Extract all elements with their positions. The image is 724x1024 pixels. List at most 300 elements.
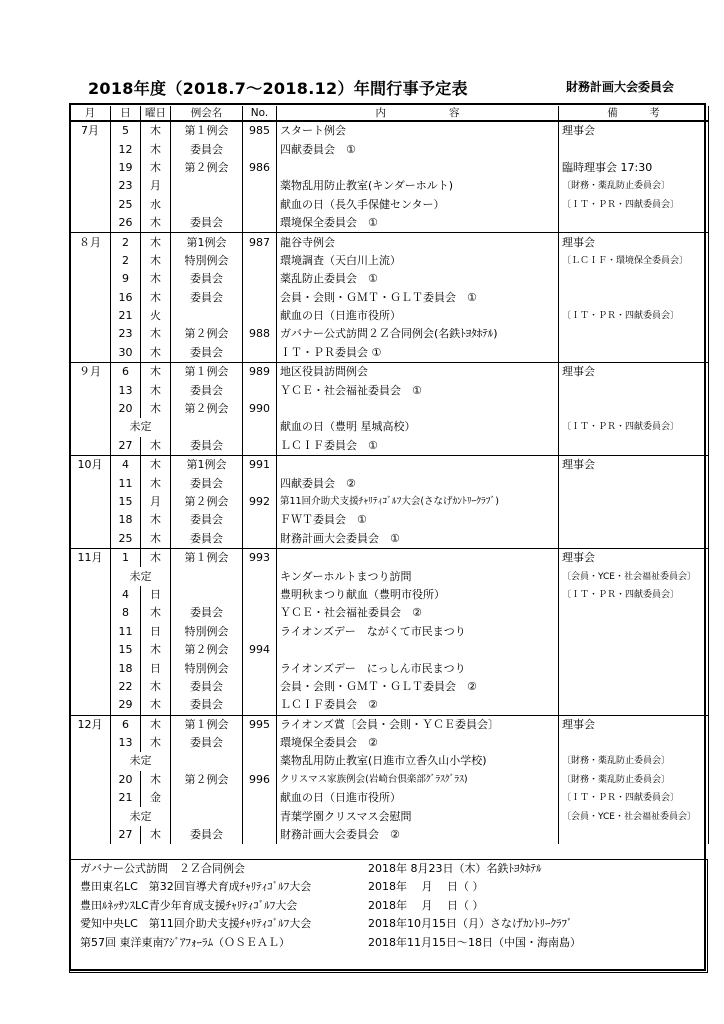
day-cell: 4: [111, 586, 141, 604]
month-cell: [70, 400, 111, 418]
month-cell: [70, 567, 111, 585]
no-cell: [243, 437, 277, 456]
weekday-cell: 木: [141, 270, 171, 288]
table-row: [70, 604, 709, 622]
day-cell: 18: [111, 511, 141, 529]
footer-event: ガバナー公式訪問 ２Ｚ合同例会: [80, 862, 245, 875]
note-cell: [559, 270, 709, 288]
note-cell: 理事会: [559, 233, 709, 252]
table-row: [70, 641, 709, 659]
no-cell: 986: [243, 159, 277, 177]
weekday-cell: 木: [141, 678, 171, 696]
table-row: [70, 400, 709, 418]
note-cell: [559, 826, 709, 844]
content-cell: 会員・会則・ＧＭＴ・ＧＬＴ委員会 ②: [277, 678, 559, 696]
day-cell: 20: [111, 771, 141, 789]
month-cell: ９月: [70, 363, 111, 382]
note-cell: 理事会: [559, 548, 709, 567]
col-note: 備 考: [559, 106, 709, 121]
meeting-cell: 第１例会: [171, 363, 243, 382]
table-row: [70, 493, 709, 511]
content-cell: クリスマス家族例会(岩崎台倶楽部ｸﾞﾗｽｸﾞﾗｽ): [277, 771, 559, 789]
table-row: [70, 807, 709, 825]
day-cell: 13: [111, 734, 141, 752]
table-row: [70, 586, 709, 604]
table-row: [70, 214, 709, 233]
month-cell: [70, 252, 111, 270]
table-row: [70, 474, 709, 492]
note-cell: 理事会: [559, 363, 709, 382]
content-cell: [277, 400, 559, 418]
day-cell: 21: [111, 789, 141, 807]
no-cell: 990: [243, 400, 277, 418]
meeting-cell: 第１例会: [171, 715, 243, 734]
content-cell: 薬物乱用防止教室(キンダーホルト): [277, 177, 559, 195]
month-cell: [70, 771, 111, 789]
day-cell: 21: [111, 307, 141, 325]
footer-event: 豊田ﾙﾈｯｻﾝｽLC青少年育成支援ﾁｬﾘﾃｨｺﾞﾙﾌ大会: [80, 898, 298, 912]
weekday-cell: 月: [141, 493, 171, 511]
table-row: [70, 177, 709, 195]
month-cell: [70, 325, 111, 343]
month-cell: [70, 270, 111, 288]
meeting-cell: 第1例会: [171, 456, 243, 475]
no-cell: [243, 418, 277, 436]
note-cell: 〔会員・YCE・社会福祉委員会〕: [559, 807, 709, 825]
note-cell: [559, 511, 709, 529]
weekday-cell: 水: [141, 196, 171, 214]
month-cell: 7月: [70, 121, 111, 140]
content-cell: [277, 548, 559, 567]
table-row: [70, 307, 709, 325]
table-row: [70, 381, 709, 399]
no-cell: [243, 381, 277, 399]
day-cell: 未定: [111, 752, 171, 770]
content-cell: [277, 456, 559, 475]
footer-events: [69, 859, 708, 973]
note-cell: [559, 623, 709, 641]
month-cell: [70, 140, 111, 158]
meeting-cell: 委員会: [171, 734, 243, 752]
footer-date: 2018年 月 日（ ）: [368, 898, 484, 912]
meeting-cell: [171, 752, 243, 770]
content-cell: 地区役員訪問例会: [277, 363, 559, 382]
content-cell: 薬乱防止委員会 ①: [277, 270, 559, 288]
month-cell: [70, 807, 111, 825]
day-cell: 19: [111, 159, 141, 177]
no-cell: [243, 789, 277, 807]
month-cell: [70, 344, 111, 363]
content-cell: 薬物乱用防止教室(日進市立香久山小学校): [277, 752, 559, 770]
meeting-cell: [171, 586, 243, 604]
footer-row: [70, 860, 707, 878]
no-cell: [243, 807, 277, 825]
weekday-cell: 木: [141, 771, 171, 789]
day-cell: 11: [111, 474, 141, 492]
content-cell: ＬＣＩＦ委員会 ①: [277, 437, 559, 456]
weekday-cell: 木: [141, 381, 171, 399]
meeting-cell: 第１例会: [171, 121, 243, 140]
month-cell: [70, 493, 111, 511]
footer-event: 愛知中央LC 第11回介助犬支援ﾁｬﾘﾃｨｺﾞﾙﾌ大会: [80, 917, 312, 931]
day-cell: 29: [111, 696, 141, 715]
footer-date: 2018年 月 日（ ）: [368, 880, 484, 894]
content-cell: 財務計画大会委員会 ①: [277, 530, 559, 549]
note-cell: 〔ＩＴ・ＰＲ・四献委員会〕: [559, 418, 709, 436]
meeting-cell: 特別例会: [171, 623, 243, 641]
note-cell: [559, 344, 709, 363]
table-row: [70, 826, 709, 844]
table-row: [70, 344, 709, 363]
no-cell: 996: [243, 771, 277, 789]
month-cell: [70, 177, 111, 195]
no-cell: [243, 604, 277, 622]
meeting-cell: [171, 807, 243, 825]
meeting-cell: [171, 789, 243, 807]
content-cell: ガバナー公式訪問２Ｚ合同例会(名鉄ﾄﾖﾀﾎﾃﾙ): [277, 325, 559, 343]
no-cell: 994: [243, 641, 277, 659]
month-cell: [70, 289, 111, 307]
schedule-table: [69, 106, 709, 844]
footer-date: 2018年10月15日（月）さなげｶﾝﾄﾘｰｸﾗﾌﾞ: [368, 917, 573, 931]
table-row: [70, 696, 709, 715]
meeting-cell: 第１例会: [171, 548, 243, 567]
content-cell: ＦＷＴ委員会 ①: [277, 511, 559, 529]
day-cell: 20: [111, 400, 141, 418]
table-row: [70, 418, 709, 436]
content-cell: [277, 641, 559, 659]
footer-row: [70, 897, 707, 915]
day-cell: 2: [111, 233, 141, 252]
meeting-cell: 第２例会: [171, 400, 243, 418]
footer-event: 豊田東名LC 第32回盲導犬育成ﾁｬﾘﾃｨｺﾞﾙﾌ大会: [80, 880, 312, 894]
weekday-cell: 木: [141, 121, 171, 140]
footer-event: 第57回 東洋東南ｱｼﾞｱﾌｫｰﾗﾑ（ＯＳＥＡＬ）: [80, 935, 290, 949]
weekday-cell: 火: [141, 307, 171, 325]
day-cell: 2: [111, 252, 141, 270]
note-cell: [559, 400, 709, 418]
day-cell: 30: [111, 344, 141, 363]
table-row: [70, 567, 709, 585]
weekday-cell: 日: [141, 623, 171, 641]
table-row: [70, 623, 709, 641]
day-cell: 4: [111, 456, 141, 475]
weekday-cell: 木: [141, 437, 171, 456]
content-cell: [277, 159, 559, 177]
note-cell: [559, 140, 709, 158]
meeting-cell: [171, 196, 243, 214]
content-cell: 龍谷寺例会: [277, 233, 559, 252]
day-cell: 25: [111, 530, 141, 549]
committee-name: 財務計画大会委員会: [566, 80, 675, 94]
month-cell: [70, 381, 111, 399]
content-cell: 四献委員会 ①: [277, 140, 559, 158]
no-cell: 991: [243, 456, 277, 475]
content-cell: 献血の日（長久手保健センター）: [277, 196, 559, 214]
note-cell: [559, 325, 709, 343]
weekday-cell: 木: [141, 511, 171, 529]
no-cell: [243, 752, 277, 770]
content-cell: ＹＣＥ・社会福祉委員会 ②: [277, 604, 559, 622]
no-cell: [243, 344, 277, 363]
meeting-cell: 委員会: [171, 289, 243, 307]
note-cell: [559, 530, 709, 549]
note-cell: [559, 604, 709, 622]
no-cell: [243, 252, 277, 270]
day-cell: 5: [111, 121, 141, 140]
col-month: 月: [70, 106, 111, 121]
weekday-cell: 木: [141, 715, 171, 734]
table-row: [70, 659, 709, 677]
meeting-cell: 委員会: [171, 678, 243, 696]
weekday-cell: 木: [141, 474, 171, 492]
weekday-cell: 木: [141, 400, 171, 418]
table-row: [70, 678, 709, 696]
content-cell: ライオンズデー ながくて市民まつり: [277, 623, 559, 641]
table-row: [70, 771, 709, 789]
content-cell: 第11回介助犬支援ﾁｬﾘﾃｨｺﾞﾙﾌ大会(さなげｶﾝﾄﾘｰｸﾗﾌﾞ): [277, 493, 559, 511]
month-cell: [70, 678, 111, 696]
weekday-cell: 木: [141, 826, 171, 844]
content-cell: キンダーホルトまつり訪問: [277, 567, 559, 585]
table-row: [70, 437, 709, 456]
table-row: [70, 734, 709, 752]
note-cell: 〔ＬＣＩＦ・環境保全委員会〕: [559, 252, 709, 270]
weekday-cell: 月: [141, 177, 171, 195]
no-cell: [243, 659, 277, 677]
meeting-cell: 委員会: [171, 344, 243, 363]
meeting-cell: 第２例会: [171, 771, 243, 789]
content-cell: 献血の日（日進市役所）: [277, 307, 559, 325]
no-cell: [243, 511, 277, 529]
note-cell: [559, 734, 709, 752]
no-cell: 993: [243, 548, 277, 567]
weekday-cell: 木: [141, 233, 171, 252]
day-cell: 6: [111, 715, 141, 734]
month-cell: 10月: [70, 456, 111, 475]
footer-row: [70, 934, 707, 952]
month-cell: [70, 604, 111, 622]
weekday-cell: 木: [141, 530, 171, 549]
no-cell: [243, 196, 277, 214]
note-cell: 〔ＩＴ・ＰＲ・四献委員会〕: [559, 196, 709, 214]
meeting-cell: 委員会: [171, 696, 243, 715]
col-no: No.: [243, 106, 277, 121]
day-cell: 9: [111, 270, 141, 288]
content-cell: ＬＣＩＦ委員会 ②: [277, 696, 559, 715]
note-cell: [559, 696, 709, 715]
day-cell: 16: [111, 289, 141, 307]
no-cell: 989: [243, 363, 277, 382]
day-cell: 22: [111, 678, 141, 696]
month-cell: ８月: [70, 233, 111, 252]
month-cell: 11月: [70, 548, 111, 567]
month-cell: [70, 307, 111, 325]
table-row: [70, 196, 709, 214]
footer-row: [70, 878, 707, 896]
weekday-cell: 木: [141, 734, 171, 752]
no-cell: 992: [243, 493, 277, 511]
content-cell: 財務計画大会委員会 ②: [277, 826, 559, 844]
no-cell: [243, 177, 277, 195]
note-cell: [559, 493, 709, 511]
no-cell: [243, 696, 277, 715]
no-cell: [243, 289, 277, 307]
table-row: [70, 289, 709, 307]
day-cell: 23: [111, 177, 141, 195]
note-cell: [559, 381, 709, 399]
table-row: [70, 752, 709, 770]
weekday-cell: 日: [141, 586, 171, 604]
note-cell: 〔ＩＴ・ＰＲ・四献委員会〕: [559, 307, 709, 325]
meeting-cell: 第２例会: [171, 159, 243, 177]
no-cell: [243, 530, 277, 549]
no-cell: [243, 474, 277, 492]
content-cell: 環境保全委員会 ②: [277, 734, 559, 752]
content-cell: 豊明秋まつり献血（豊明市役所）: [277, 586, 559, 604]
month-cell: [70, 586, 111, 604]
note-cell: [559, 474, 709, 492]
table-row: [70, 159, 709, 177]
no-cell: [243, 586, 277, 604]
table-row: [70, 456, 709, 475]
table-row: [70, 233, 709, 252]
table-header-row: [70, 106, 709, 121]
note-cell: [559, 289, 709, 307]
content-cell: 四献委員会 ②: [277, 474, 559, 492]
day-cell: 未定: [111, 567, 171, 585]
col-meeting: 例会名: [171, 106, 243, 121]
weekday-cell: 日: [141, 659, 171, 677]
meeting-cell: 第２例会: [171, 641, 243, 659]
meeting-cell: [171, 567, 243, 585]
month-cell: [70, 214, 111, 233]
no-cell: [243, 678, 277, 696]
meeting-cell: 委員会: [171, 474, 243, 492]
no-cell: 987: [243, 233, 277, 252]
col-content: 内 容: [277, 106, 559, 121]
note-cell: 〔会員・YCE・社会福祉委員会〕: [559, 567, 709, 585]
table-row: [70, 270, 709, 288]
table-row: [70, 121, 709, 140]
content-cell: 献血の日（豊明 星城高校）: [277, 418, 559, 436]
meeting-cell: [171, 177, 243, 195]
col-day: 日: [111, 106, 141, 121]
weekday-cell: 木: [141, 140, 171, 158]
table-row: [70, 252, 709, 270]
month-cell: [70, 696, 111, 715]
meeting-cell: 委員会: [171, 826, 243, 844]
no-cell: [243, 826, 277, 844]
month-cell: [70, 437, 111, 456]
table-row: [70, 140, 709, 158]
month-cell: [70, 159, 111, 177]
no-cell: [243, 623, 277, 641]
month-cell: [70, 659, 111, 677]
content-cell: ライオンズデー にっしん市民まつり: [277, 659, 559, 677]
no-cell: 988: [243, 325, 277, 343]
note-cell: 〔財務・薬乱防止委員会〕: [559, 752, 709, 770]
content-cell: 環境調査（天白川上流）: [277, 252, 559, 270]
table-row: [70, 548, 709, 567]
month-cell: [70, 511, 111, 529]
weekday-cell: 金: [141, 789, 171, 807]
table-row: [70, 789, 709, 807]
weekday-cell: 木: [141, 548, 171, 567]
day-cell: 27: [111, 826, 141, 844]
note-cell: 理事会: [559, 456, 709, 475]
meeting-cell: [171, 418, 243, 436]
weekday-cell: 木: [141, 363, 171, 382]
no-cell: [243, 734, 277, 752]
col-weekday: 曜日: [141, 106, 171, 121]
meeting-cell: 第２例会: [171, 325, 243, 343]
weekday-cell: 木: [141, 252, 171, 270]
content-cell: ＩＴ・ＰＲ委員会 ①: [277, 344, 559, 363]
table-row: [70, 511, 709, 529]
month-cell: [70, 474, 111, 492]
meeting-cell: 特別例会: [171, 252, 243, 270]
weekday-cell: 木: [141, 159, 171, 177]
weekday-cell: 木: [141, 214, 171, 233]
note-cell: [559, 437, 709, 456]
day-cell: 26: [111, 214, 141, 233]
meeting-cell: 委員会: [171, 140, 243, 158]
note-cell: 〔ＩＴ・ＰＲ・四献委員会〕: [559, 586, 709, 604]
month-cell: [70, 734, 111, 752]
meeting-cell: 委員会: [171, 381, 243, 399]
day-cell: 27: [111, 437, 141, 456]
meeting-cell: 委員会: [171, 214, 243, 233]
note-cell: 〔財務・薬乱防止委員会〕: [559, 177, 709, 195]
weekday-cell: 木: [141, 325, 171, 343]
day-cell: 1: [111, 548, 141, 567]
meeting-cell: 第２例会: [171, 493, 243, 511]
day-cell: 13: [111, 381, 141, 399]
footer-date: 2018年11月15日～18日（中国・海南島）: [368, 935, 581, 949]
day-cell: 25: [111, 196, 141, 214]
month-cell: [70, 641, 111, 659]
month-cell: [70, 789, 111, 807]
table-row: [70, 363, 709, 382]
content-cell: 会員・会則・ＧＭＴ・ＧＬＴ委員会 ①: [277, 289, 559, 307]
day-cell: 未定: [111, 418, 171, 436]
month-cell: [70, 623, 111, 641]
no-cell: [243, 307, 277, 325]
day-cell: 8: [111, 604, 141, 622]
page-title: 2018年度（2018.7～2018.12）年間行事予定表: [88, 79, 468, 98]
content-cell: ＹＣＥ・社会福祉委員会 ①: [277, 381, 559, 399]
meeting-cell: 第1例会: [171, 233, 243, 252]
note-cell: [559, 659, 709, 677]
month-cell: 12月: [70, 715, 111, 734]
note-cell: 臨時理事会 17:30: [559, 159, 709, 177]
month-cell: [70, 752, 111, 770]
meeting-cell: 委員会: [171, 530, 243, 549]
meeting-cell: 特別例会: [171, 659, 243, 677]
meeting-cell: 委員会: [171, 270, 243, 288]
day-cell: 未定: [111, 807, 171, 825]
table-row: [70, 715, 709, 734]
note-cell: 理事会: [559, 121, 709, 140]
day-cell: 18: [111, 659, 141, 677]
weekday-cell: 木: [141, 604, 171, 622]
month-cell: [70, 196, 111, 214]
day-cell: 23: [111, 325, 141, 343]
no-cell: 985: [243, 121, 277, 140]
no-cell: [243, 140, 277, 158]
day-cell: 15: [111, 641, 141, 659]
